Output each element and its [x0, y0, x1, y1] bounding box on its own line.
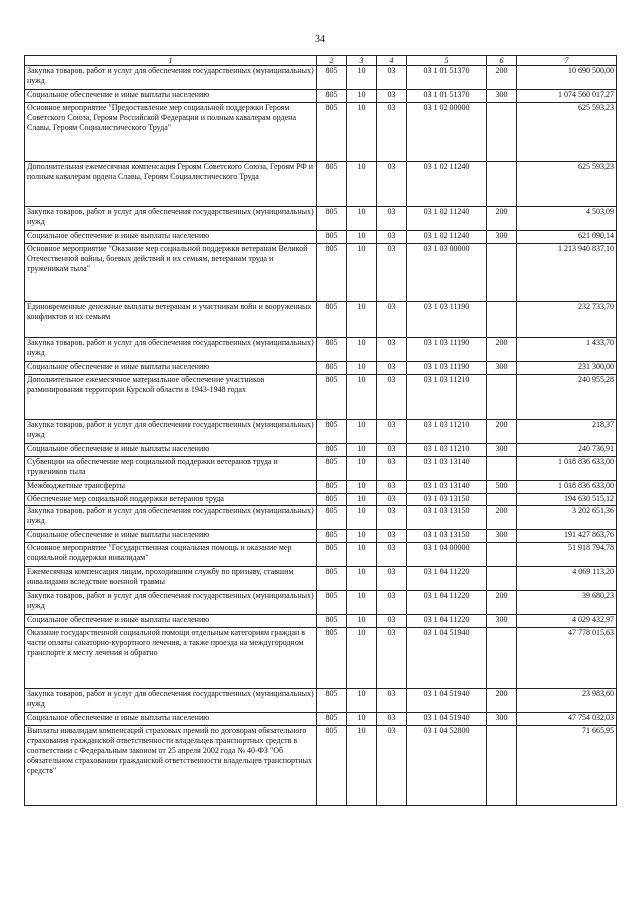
code-cell: 03 — [377, 689, 407, 713]
code-cell: 805 — [317, 244, 347, 302]
amount-cell: 218,37 — [517, 420, 617, 444]
item-name-cell: Ежемесячная компенсация лицам, проходившим службу по призыву, ставшим инвалидами вследствие военной травмы — [25, 567, 317, 591]
code-cell: 10 — [347, 689, 377, 713]
code-cell: 03 — [377, 615, 407, 628]
code-cell: 805 — [317, 207, 347, 231]
item-name-cell: Социальное обеспечение и иные выплаты населению — [25, 231, 317, 244]
item-name-cell: Закупка товаров, работ и услуг для обеспечения государственных (муниципальных) нужд — [25, 420, 317, 444]
code-cell — [487, 244, 517, 302]
code-cell — [487, 103, 517, 162]
code-cell: 03 1 03 11210 — [407, 420, 487, 444]
code-cell: 10 — [347, 506, 377, 530]
code-cell: 03 1 04 11220 — [407, 591, 487, 615]
code-cell: 805 — [317, 302, 347, 338]
amount-cell: 1 433,70 — [517, 338, 617, 362]
item-name-cell: Социальное обеспечение и иные выплаты населению — [25, 444, 317, 457]
code-cell: 03 — [377, 338, 407, 362]
code-cell: 10 — [347, 302, 377, 338]
table-row — [25, 207, 617, 231]
table-row — [25, 530, 617, 543]
code-cell: 03 1 03 13150 — [407, 494, 487, 506]
amount-cell: 1 018 836 633,00 — [517, 457, 617, 481]
table-row — [25, 567, 617, 591]
code-cell: 805 — [317, 457, 347, 481]
code-cell: 10 — [347, 481, 377, 494]
code-cell: 03 1 04 00000 — [407, 543, 487, 567]
code-cell: 805 — [317, 90, 347, 103]
item-name-cell: Основное мероприятие "Государственная социальная помощь и оказание мер социальной поддержки инвалидам" — [25, 543, 317, 567]
code-cell: 10 — [347, 103, 377, 162]
code-cell: 500 — [487, 481, 517, 494]
code-cell: 10 — [347, 90, 377, 103]
code-cell: 805 — [317, 615, 347, 628]
code-cell: 10 — [347, 244, 377, 302]
amount-cell: 625 593,23 — [517, 103, 617, 162]
amount-cell: 51 918 794,78 — [517, 543, 617, 567]
item-name-cell: Субвенции на обеспечение мер социальной поддержки ветеранов труда и тружеников тыла — [25, 457, 317, 481]
code-cell: 10 — [347, 543, 377, 567]
table-row — [25, 494, 617, 506]
item-name-cell: Закупка товаров, работ и услуг для обеспечения государственных (муниципальных) нужд — [25, 207, 317, 231]
code-cell: 03 — [377, 66, 407, 90]
code-cell: 300 — [487, 231, 517, 244]
code-cell: 03 — [377, 506, 407, 530]
code-cell: 200 — [487, 689, 517, 713]
code-cell: 03 — [377, 231, 407, 244]
code-cell: 10 — [347, 615, 377, 628]
code-cell: 10 — [347, 628, 377, 689]
code-cell: 03 — [377, 494, 407, 506]
code-cell: 03 1 03 11190 — [407, 362, 487, 375]
column-header: 4 — [377, 56, 407, 66]
code-cell: 03 — [377, 90, 407, 103]
code-cell: 10 — [347, 362, 377, 375]
code-cell: 03 — [377, 444, 407, 457]
code-cell: 10 — [347, 494, 377, 506]
amount-cell: 231 300,00 — [517, 362, 617, 375]
code-cell — [487, 375, 517, 420]
code-cell: 805 — [317, 628, 347, 689]
table-row — [25, 628, 617, 689]
code-cell: 300 — [487, 90, 517, 103]
amount-cell: 3 202 651,36 — [517, 506, 617, 530]
code-cell: 03 1 04 51940 — [407, 689, 487, 713]
code-cell: 300 — [487, 362, 517, 375]
code-cell: 10 — [347, 457, 377, 481]
amount-cell: 23 983,60 — [517, 689, 617, 713]
code-cell: 805 — [317, 362, 347, 375]
code-cell: 10 — [347, 66, 377, 90]
item-name-cell: Выплаты инвалидам компенсаций страховых премий по договорам обязательного страхования гражданской ответственности владельцев транспортных средств в соответствии с Федеральным законом от 25 апреля 2002 года № 40-ФЗ "Об обязательном страховании гражданской ответственности владельцев транспортных средств" — [25, 726, 317, 806]
code-cell: 03 1 03 11190 — [407, 302, 487, 338]
amount-cell: 4 503,09 — [517, 207, 617, 231]
table-row — [25, 689, 617, 713]
code-cell: 805 — [317, 338, 347, 362]
item-name-cell: Закупка товаров, работ и услуг для обеспечения государственных (муниципальных) нужд — [25, 591, 317, 615]
amount-cell: 621 090,14 — [517, 231, 617, 244]
table-row — [25, 66, 617, 90]
amount-cell: 4 029 432,97 — [517, 615, 617, 628]
code-cell: 03 1 04 11220 — [407, 615, 487, 628]
code-cell: 805 — [317, 506, 347, 530]
item-name-cell: Социальное обеспечение и иные выплаты населению — [25, 615, 317, 628]
amount-cell: 47 754 032,03 — [517, 713, 617, 726]
code-cell — [487, 302, 517, 338]
code-cell: 03 — [377, 457, 407, 481]
column-header: 6 — [487, 56, 517, 66]
code-cell — [487, 543, 517, 567]
code-cell: 03 — [377, 103, 407, 162]
item-name-cell: Социальное обеспечение и иные выплаты населению — [25, 90, 317, 103]
item-name-cell: Единовременные денежные выплаты ветеранам и участникам войн и вооруженных конфликтов и их семьям — [25, 302, 317, 338]
code-cell: 805 — [317, 375, 347, 420]
table-row — [25, 457, 617, 481]
code-cell: 03 — [377, 530, 407, 543]
item-name-cell: Обеспечение мер социальной поддержки ветеранов труда — [25, 494, 317, 506]
code-cell: 200 — [487, 338, 517, 362]
code-cell: 03 1 03 13150 — [407, 530, 487, 543]
code-cell: 805 — [317, 444, 347, 457]
code-cell: 805 — [317, 231, 347, 244]
code-cell: 03 1 02 11240 — [407, 162, 487, 207]
code-cell: 03 — [377, 244, 407, 302]
amount-cell: 194 630 515,12 — [517, 494, 617, 506]
column-header: 3 — [347, 56, 377, 66]
code-cell: 03 1 01 51370 — [407, 66, 487, 90]
amount-cell: 10 690 500,00 — [517, 66, 617, 90]
table-row — [25, 615, 617, 628]
column-header: 5 — [407, 56, 487, 66]
table-row — [25, 713, 617, 726]
table-row — [25, 444, 617, 457]
code-cell — [487, 457, 517, 481]
code-cell: 03 — [377, 302, 407, 338]
code-cell: 03 1 03 11210 — [407, 444, 487, 457]
code-cell: 03 — [377, 362, 407, 375]
code-cell: 10 — [347, 375, 377, 420]
code-cell: 805 — [317, 162, 347, 207]
code-cell: 805 — [317, 726, 347, 806]
amount-cell: 47 778 015,63 — [517, 628, 617, 689]
amount-cell: 1 018 836 633,00 — [517, 481, 617, 494]
code-cell: 03 — [377, 628, 407, 689]
code-cell: 03 1 03 11190 — [407, 338, 487, 362]
amount-cell: 1 074 560 017,27 — [517, 90, 617, 103]
code-cell: 10 — [347, 530, 377, 543]
amount-cell: 4 069 113,20 — [517, 567, 617, 591]
code-cell — [487, 567, 517, 591]
code-cell: 805 — [317, 530, 347, 543]
item-name-cell: Закупка товаров, работ и услуг для обеспечения государственных (муниципальных) нужд — [25, 506, 317, 530]
code-cell: 200 — [487, 207, 517, 231]
code-cell: 03 — [377, 543, 407, 567]
item-name-cell: Социальное обеспечение и иные выплаты населению — [25, 530, 317, 543]
code-cell: 03 1 03 13150 — [407, 506, 487, 530]
code-cell: 03 1 02 11240 — [407, 231, 487, 244]
amount-cell: 71 665,95 — [517, 726, 617, 806]
code-cell: 10 — [347, 591, 377, 615]
code-cell: 03 1 03 13140 — [407, 481, 487, 494]
code-cell: 03 — [377, 713, 407, 726]
code-cell: 03 — [377, 420, 407, 444]
code-cell: 03 1 03 13140 — [407, 457, 487, 481]
amount-cell: 232 733,70 — [517, 302, 617, 338]
table-row — [25, 103, 617, 162]
amount-cell: 39 680,23 — [517, 591, 617, 615]
item-name-cell: Дополнительная ежемесячная компенсация Героям Советского Союза, Героям РФ и полным кавалерам ордена Славы, Героям Социалистического Труда — [25, 162, 317, 207]
code-cell: 03 1 03 00000 — [407, 244, 487, 302]
page-number: 34 — [315, 34, 325, 45]
code-cell: 10 — [347, 726, 377, 806]
code-cell: 300 — [487, 444, 517, 457]
item-name-cell: Социальное обеспечение и иные выплаты населению — [25, 713, 317, 726]
code-cell: 10 — [347, 567, 377, 591]
amount-cell: 240 955,28 — [517, 375, 617, 420]
code-cell: 805 — [317, 591, 347, 615]
table-row — [25, 231, 617, 244]
table-row — [25, 244, 617, 302]
code-cell: 03 1 01 51370 — [407, 90, 487, 103]
column-header: 2 — [317, 56, 347, 66]
code-cell: 805 — [317, 689, 347, 713]
code-cell: 805 — [317, 481, 347, 494]
code-cell: 03 1 04 51940 — [407, 713, 487, 726]
code-cell: 805 — [317, 103, 347, 162]
code-cell: 805 — [317, 494, 347, 506]
code-cell: 03 — [377, 567, 407, 591]
code-cell — [487, 726, 517, 806]
code-cell: 10 — [347, 338, 377, 362]
item-name-cell: Социальное обеспечение и иные выплаты населению — [25, 362, 317, 375]
item-name-cell: Основное мероприятие "Предоставление мер социальной поддержки Героям Советского Союза, Героям Российской Федерации и полным кавалерам ордена Славы, Героям Социалистического Труда" — [25, 103, 317, 162]
item-name-cell: Оказание государственной социальной помощи отдельным категориям граждан в части оплаты санаторно-курортного лечения, а также проезда на междугородном транспорте к месту лечения и обратно — [25, 628, 317, 689]
code-cell: 300 — [487, 615, 517, 628]
code-cell: 03 1 04 51940 — [407, 628, 487, 689]
table-row — [25, 90, 617, 103]
code-cell: 03 — [377, 481, 407, 494]
code-cell: 805 — [317, 420, 347, 444]
table-row — [25, 338, 617, 362]
item-name-cell: Закупка товаров, работ и услуг для обеспечения государственных (муниципальных) нужд — [25, 338, 317, 362]
code-cell: 03 1 04 52800 — [407, 726, 487, 806]
item-name-cell: Дополнительное ежемесячное материальное обеспечение участников разминирования территории Курской области в 1943-1948 годах — [25, 375, 317, 420]
code-cell: 03 — [377, 726, 407, 806]
code-cell: 200 — [487, 591, 517, 615]
code-cell: 200 — [487, 66, 517, 90]
table-row — [25, 362, 617, 375]
code-cell: 10 — [347, 444, 377, 457]
code-cell: 10 — [347, 713, 377, 726]
code-cell: 300 — [487, 530, 517, 543]
code-cell — [487, 494, 517, 506]
item-name-cell: Закупка товаров, работ и услуг для обеспечения государственных (муниципальных) нужд — [25, 66, 317, 90]
code-cell: 03 1 04 11220 — [407, 567, 487, 591]
code-cell — [487, 628, 517, 689]
code-cell — [487, 162, 517, 207]
table-header-row — [25, 56, 617, 66]
amount-cell: 191 427 863,76 — [517, 530, 617, 543]
amount-cell: 1 213 940 837,10 — [517, 244, 617, 302]
code-cell: 03 1 02 11240 — [407, 207, 487, 231]
item-name-cell: Основное мероприятие "Оказание мер социальной поддержки ветеранам Великой Отечественной войны, боевых действий и их семьям, ветеранам труда и труженикам тыла" — [25, 244, 317, 302]
table-row — [25, 420, 617, 444]
code-cell: 300 — [487, 713, 517, 726]
item-name-cell: Межбюджетные трансферты — [25, 481, 317, 494]
table-row — [25, 302, 617, 338]
code-cell: 10 — [347, 207, 377, 231]
amount-cell: 240 736,91 — [517, 444, 617, 457]
code-cell: 03 — [377, 162, 407, 207]
table-row — [25, 162, 617, 207]
code-cell: 805 — [317, 66, 347, 90]
code-cell: 805 — [317, 567, 347, 591]
code-cell: 200 — [487, 420, 517, 444]
budget-table — [24, 55, 617, 806]
code-cell: 805 — [317, 713, 347, 726]
code-cell: 10 — [347, 420, 377, 444]
code-cell: 03 1 02 00000 — [407, 103, 487, 162]
table-row — [25, 481, 617, 494]
code-cell: 200 — [487, 506, 517, 530]
table-row — [25, 506, 617, 530]
code-cell: 03 — [377, 591, 407, 615]
amount-cell: 625 593,23 — [517, 162, 617, 207]
table-row — [25, 543, 617, 567]
table-row — [25, 726, 617, 806]
code-cell: 10 — [347, 162, 377, 207]
column-header: 1 — [25, 56, 317, 66]
item-name-cell: Закупка товаров, работ и услуг для обеспечения государственных (муниципальных) нужд — [25, 689, 317, 713]
code-cell: 03 — [377, 207, 407, 231]
table-row — [25, 375, 617, 420]
code-cell: 10 — [347, 231, 377, 244]
code-cell: 805 — [317, 543, 347, 567]
column-header: 7 — [517, 56, 617, 66]
table-row — [25, 591, 617, 615]
code-cell: 03 1 03 11210 — [407, 375, 487, 420]
code-cell: 03 — [377, 375, 407, 420]
